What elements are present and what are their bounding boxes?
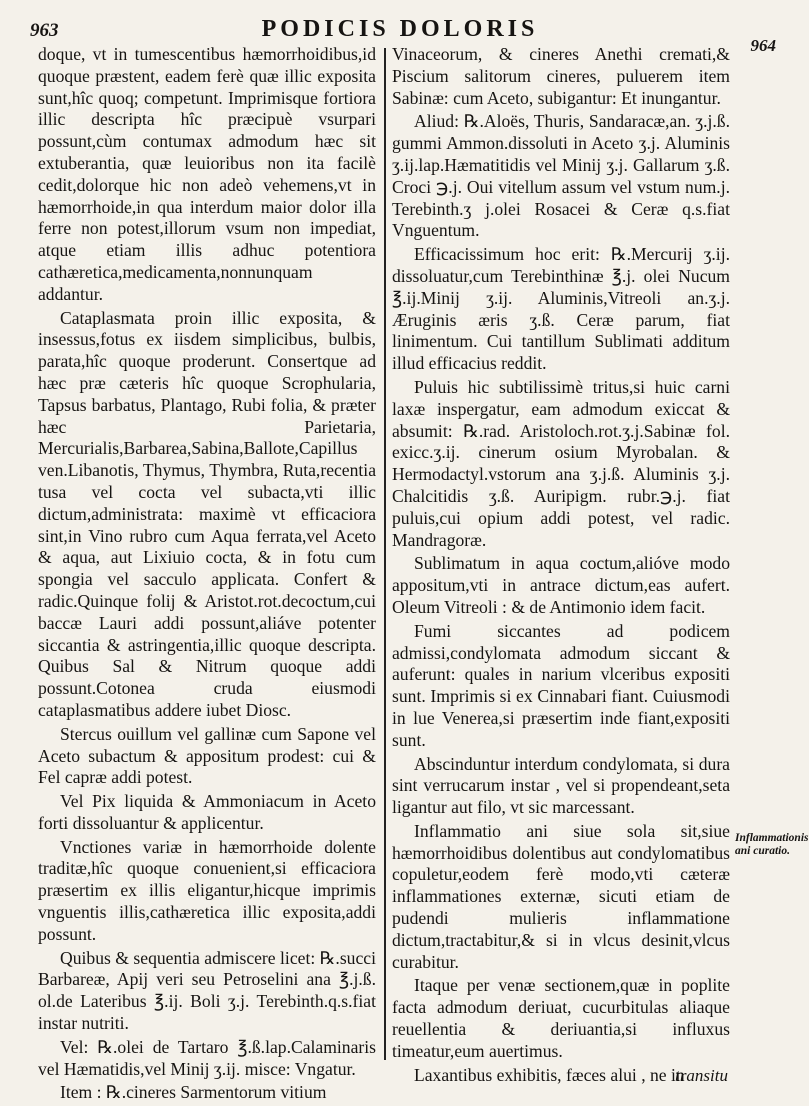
paragraph: Item : ℞.cineres Sarmentorum vitium bbox=[60, 1082, 327, 1103]
paragraph: Sublimatum in aqua coctum,alióve modo appositum,vti in antrace dictum,eas aufert. Oleum Vitreoli : & de Antimonio idem facit. bbox=[392, 553, 730, 617]
paragraph: Cataplasmata proin illic exposita, & insessus,fotus ex iisdem simplicibus, bulbis, parata,hîc quoque proderunt. Consertque ad hæc præ cæteris hîc quoque Scrophularia, Tapsus barbatus, Plantago, Rubi folia, & præter hæc Parietaria, Mercurialis,Barbarea,Sabina,Ballote,Capillus ven.Libanotis, Thymus, Thymbra, Ruta,recentia tusa vel cocta vel subacta,vti illic dictum,administrata: maximè vt efficaciora sint,in Vino rubro cum Aqua ferrata,vel Aceto & aqua, aut Lixiuio cocta, & in fotu cum spongia vel sacculo applicata. Confert & radic.Quinque folij & Aristot.rot.decoctum,cui baccæ Lauri addi possunt,aliáve potenter siccantia & astringentia,illic quoque descripta. Quibus Sal & Nitrum quoque addi possunt.Cotonea cruda eiusmodi cataplasmatibus addere iubet Diosc. bbox=[38, 307, 376, 720]
page-number-left: 963 bbox=[30, 20, 59, 41]
paragraph: Vel Pix liquida & Ammoniacum in Aceto forti dissoluantur & applicentur. bbox=[38, 791, 376, 833]
paragraph: Abscinduntur interdum condylomata, si dura sint verrucarum instar , vel si propendeant,seta ligantur aut filo, vt sic marcessant. bbox=[392, 753, 730, 818]
paragraph: Aliud: ℞.Aloës, Thuris, Sandaracæ,an. ʒ.j.ß. gummi Ammon.dissoluti in Aceto ʒ.j. Aluminis ʒ.ij.lap.Hæmatitidis vel Minij ʒ.j. Gallarum ʒ.ß. Croci ℈.j. Oui vitellum assum vel vstum num.j. Terebinth.ʒ j.olei Rosacei & Ceræ q.s.fiat Vnguentum. bbox=[392, 111, 730, 241]
running-title: PODICIS DOLORIS bbox=[261, 16, 539, 42]
right-text-column bbox=[392, 44, 730, 1088]
left-text-column bbox=[38, 44, 376, 1106]
paragraph: Vnctiones variæ in hæmorrhoide dolente traditæ,hîc quoque conuenient,si efficaciora præsertim ex illis eligantur,hicque imprimis vnguentis illis,cathæretica illic exposita,addi possunt. bbox=[38, 836, 376, 944]
paragraph: Stercus ouillum vel gallinæ cum Sapone vel Aceto subactum & appositum prodest: cui & Fel capræ addi potest. bbox=[38, 723, 376, 788]
page-header bbox=[0, 16, 800, 55]
paragraph: Puluis hic subtilissimè tritus,si huic carni laxæ inspergatur, eam admodum exiccat & absumit: ℞.rad. Aristoloch.rot.ʒ.j.Sabinæ fol. exicc.ʒ.ij. cinerum osium Myrobalan. & Hermodactyl.vstorum ana ʒ.j.ß. Aluminis ʒ.j. Chalcitidis ʒ.ß. Auripigm. rubr.℈.j. fiat puluis,cui opium addi potest, vel radic. Mandragoræ. bbox=[392, 376, 730, 550]
paragraph: Laxantibus exhibitis, fæces alui , ne in bbox=[414, 1064, 685, 1085]
column-divider bbox=[384, 48, 386, 1060]
paragraph: Vel: ℞.olei de Tartaro ℥.ß.lap.Calaminaris vel Hæmatidis,vel Minij ʒ.ij. misce: Vngatur. bbox=[38, 1036, 376, 1079]
page-number-right: 964 bbox=[750, 36, 776, 55]
margin-note: Inflammationis ani curatio. bbox=[735, 832, 809, 857]
paragraph: Fumi siccantes ad podicem admissi,condylomata admodum siccant & auferunt: quales in narium vlceribus expositi sunt. Imprimis si ex Cinnabari fiant. Cuiusmodi in lue Venerea,si præsertim inde fiant,expositi sunt. bbox=[392, 620, 730, 750]
paragraph: Vinaceorum, & cineres Anethi cremati,& Piscium salitorum cineres, puluerem item Sabinæ: cum Aceto, subigantur: Et inungantur. bbox=[392, 44, 730, 108]
paragraph: Efficacissimum hoc erit: ℞.Mercurij ʒ.ij. dissoluatur,cum Terebinthinæ ℥.j. olei Nucum ℥.ij.Minij ʒ.ij. Aluminis,Vitreoli an.ʒ.j. Æruginis æris ʒ.ß. Ceræ parum, fiat linimentum. Cui tantillum Sublimati additum illud efficacius reddit. bbox=[392, 244, 730, 374]
paragraph: Quibus & sequentia admiscere licet: ℞.succi Barbareæ, Apij veri seu Petroselini ana ℥.j.ß. ol.de Lateribus ℥.ij. Boli ʒ.j. Terebinth.q.s.fiat instar nutriti. bbox=[38, 947, 376, 1034]
paragraph: Inflammatio ani siue sola sit,siue hæmorrhoidibus dolentibus aut condylomatibus copuletur,eodem ferè modo,vti cæteræ inflammationes externæ, sicuti etiam de pudendi mulieris inflammatione dictum,tractabitur,& si in vlcus desinit,vlcus curabitur. bbox=[392, 820, 730, 972]
paragraph: doque, vt in tumescentibus hæmorrhoidibus,id quoque præstent, eadem ferè quæ illic exposita sunt,hîc quoq; competunt. Imprimisque fortiora illic descripta hîc præcipuè vsurpari possunt,cùm contumax admodum hæc sit extuberantia, quæ leuioribus non ita facilè cedit,dolorque hic non adeò vehemens,vt in hæmorrhoide,in qua interdum maior dolor illa ferre non potest,illorum vsum non impediat, atque etiam illis adhuc potentiora cathæretica,medicamenta,nonnunquam addantur. bbox=[38, 44, 376, 304]
catchword: transitu bbox=[675, 1066, 728, 1085]
paragraph: Itaque per venæ sectionem,quæ in poplite facta admodum deriuat, cucurbitulas aliaque reuellentia & deriuantia,si influxus timeatur,eum auertimus. bbox=[392, 975, 730, 1061]
